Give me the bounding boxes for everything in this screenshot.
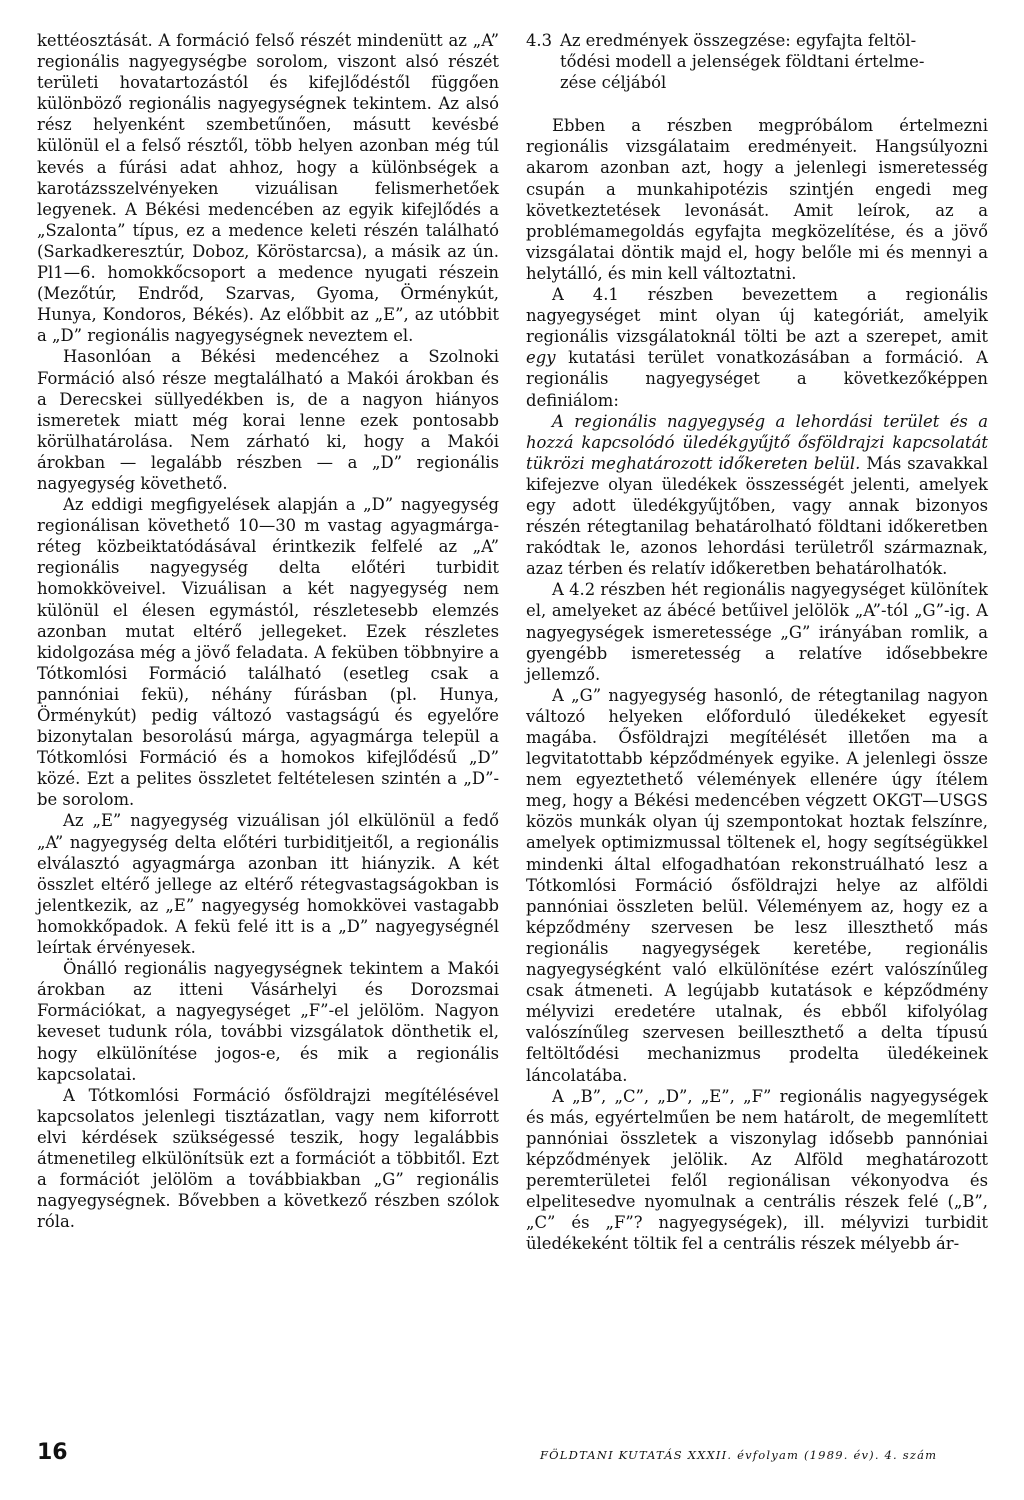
section-title-line-1: Az eredmények összegzése: egyfajta feltöl- — [560, 31, 917, 50]
left-paragraph-6: A Tótkomlósi Formáció ősföldrajzi megítélésével kapcsolatos jelenlegi tisztázatlan, vagy nem kiforrott elvi kérdések szükségessé teszik, hogy legalábbis átmenetileg elkülönítsük ezt a formációt a többitől. Ezt a formációt jelölöm a továbbiakban „G” regionális nagyegységnek. Bővebben a következő részben szólok róla. — [37, 1085, 499, 1232]
definition-italic: A regionális nagyegység a lehordási terület és a hozzá kapcsolódó üledékgyűjtő ősföldrajzi kapcsolatát tükrözi meghatározott időkereten belül. — [526, 411, 988, 473]
right-paragraph-1: Ebben a részben megpróbálom értelmezni regionális vizsgálataim eredményeit. Hangsúlyozni akarom azonban azt, hogy a jelenlegi ismeretesség csupán a munkahipotézis szintjén engedi meg következtetések levonását. Amit leírok, az a problémamegoldás egyfajta megközelítése, és a jövő vizsgálatai döntik majd el, hogy belőle mi és mennyi a helytálló, és min kell változtatni. — [526, 116, 988, 283]
right-paragraph-2-end: kutatási terület vonatkozásában a formáció. A regionális nagyegységet a következőképpen definiálom: — [526, 348, 988, 410]
left-paragraph-5: Önálló regionális nagyegységnek tekintem a Makói árokban az itteni Vásárhelyi és Dorozsmai Formációkat, a nagyegységet „F”-el jelölöm. Nagyon keveset tudunk róla, további vizsgálatok dönthetik el, hogy elkülönítése jogos-e, és mik a regionális kapcsolatai. — [37, 959, 499, 1084]
section-heading — [526, 30, 988, 93]
right-paragraph-6: A „B”, „C”, „D”, „E”, „F” regionális nagyegységek és más, egyértelműen be nem határolt, de megemlített pannóniai összletek a viszonylag idősebb pannóniai képződmények jelölik. Az Alföld meghatározott peremterületei felől regionálisan vékonyodva és elpelitesedve nyomulnak a centrális részek felé („B”, „C” és „F”? nagyegységek), ill. mélyvizi turbidit üledékeként töltik fel a centrális részek mélyebb ár- — [526, 1086, 988, 1254]
right-paragraph-2-italic: egy — [526, 348, 556, 368]
section-title-line-3: zése céljából — [560, 73, 667, 93]
section-number: 4.3 — [526, 31, 553, 50]
left-paragraph-3: Az eddigi megfigyelések alapján a „D” nagyegység regionálisan követhető 10—30 m vastag agyagmárga-réteg közbeiktatódásával érintkezik felfelé az „A” regionális nagyegység delta előtéri turbidit homokköveivel. Vizuálisan a két nagyegység nem különül el élesen egymástól, részletesebb elemzés azonban mutat eltérő jellegeket. Ezek részletes kidolgozása még a jövő feladata. A feküben többnyire a Tótkomlósi Formáció található (esetleg csak a pannóniai fekü), néhány fúrásban (pl. Hunya, Örménykút) pedig változó vastagságú és egyelőre bizonytalan besorolású márga, agyagmárga települ a Tótkomlósi Formáció és a homokos kifejlődésű „D” közé. Ezt a pelites összletet feltételesen szintén a „D”-be sorolom. — [37, 495, 499, 810]
left-paragraph-4: Az „E” nagyegység vizuálisan jól elkülönül a fedő „A” nagyegység delta előtéri turbiditjeitől, a regionális elválasztó agyagmárga azonban itt hiányzik. A két összlet eltérő jellege az eltérő rétegvastagságokban is jelentkezik, az „E” nagyegység homokkövei vastagabb homokkőpadok. A fekü felé itt is a „D” nagyegységnél leírtak érvényesek. — [37, 811, 499, 958]
right-paragraph-5: A „G” nagyegység hasonló, de rétegtanilag nagyon változó helyeken előforduló üledékeket egyesít magába. Ősföldrajzi megítélését illetően ma a legvitatottabb képződmények egyike. A jelenlegi össze nem egyeztethető vélemények ellenére úgy ítélem meg, hogy a Békési medencében végzett OKGT—USGS közös munkák olyan új szempontokat hoztak felszínre, amelyek optimizmussal töltenek el, hogy segítségükkel mindenki által elfogadhatóan rekonstruálható lesz a Tótkomlósi Formáció ősföldrajzi helye az alföldi pannóniai összleten belül. Véleményem az, hogy ez a képződmény szervesen be lesz illeszthető más regionális nagyegységek keretébe, regionális nagyegységként való elkülönítése ezért valószínűleg csak átmeneti. A legújabb kutatások e képződmény mélyvizi eredetére utalnak, és ebből kifolyólag valószínűleg szervesen beilleszthető a delta típusú feltöltődési mechanizmus prodelta üledékeinek láncolatába. — [526, 685, 988, 1085]
right-paragraph-3 — [526, 411, 988, 580]
left-column — [37, 30, 499, 1232]
left-paragraph-1: kettéosztását. A formáció felső részét mindenütt az „A” regionális nagyegységbe sorolom, viszont alsó részét területi hovatartozástól és kifejlődéstől függően különböző regionális nagyegységnek tekintem. Az alsó rész helyenként szembetűnően, másutt kevésbé különül el a felső résztől, több helyen azonban még túl kevés a fúrási adat ahhoz, hogy a különbségek a karotázsszelvényeken vizuálisan felismerhetőek legyenek. A Békési medencében az egyik kifejlődés a „Szalonta” típus, ez a medence keleti részén található (Sarkadkeresztúr, Doboz, Köröstarcsa), a másik az ún. Pl1—6. homokkőcsoport a medence nyugati részein (Mezőtúr, Endrőd, Szarvas, Gyoma, Örménykút, Hunya, Kondoros, Békés). Az előbbit az „E”, az utóbbit a „D” regionális nagyegységnek neveztem el. — [37, 31, 499, 346]
section-heading-line-1 — [526, 30, 988, 51]
section-title-line-2: tődési modell a jelenségek földtani értelme- — [560, 52, 925, 72]
right-paragraph-2 — [526, 284, 988, 411]
right-paragraph-4: A 4.2 részben hét regionális nagyegységet különítek el, amelyeket az ábécé betűivel jelölök „A”-tól „G”-ig. A nagyegységek ismeretessége „G” irányában romlik, a gyengébb ismeretesség a relatíve idősebbekre jellemző. — [526, 580, 988, 684]
page-number: 16 — [37, 1440, 68, 1465]
right-paragraph-2-start: A 4.1 részben bevezettem a regionális nagyegységet mint olyan új kategóriát, amelyik regionális vizsgálatoknál tölti be azt a szerepet, amit — [526, 285, 988, 347]
heading-gap — [526, 93, 988, 115]
right-column — [526, 30, 988, 1254]
journal-footer: FÖLDTANI KUTATÁS XXXII. évfolyam (1989. év). 4. szám — [540, 1448, 938, 1462]
right-paragraph-3-end: Más szavakkal kifejezve olyan üledékek összességét jelenti, amelyek egy adott üledékgyűjtőben, vagy annak bizonyos részén rétegtanilag behatárolható földtani időkeretben rakódtak le, azonos lehordási területről származnak, azaz térben és relatív időkeretben behatárolhatók. — [526, 453, 988, 579]
left-paragraph-2: Hasonlóan a Békési medencéhez a Szolnoki Formáció alsó része megtalálható a Makói árokban és a Derecskei süllyedékben is, de a nagyon hiányos ismeretek miatt még korai lenne ezek pontosabb körülhatárolása. Nem zárható ki, hogy a Makói árokban — legalább részben — a „D” regionális nagyegység követhető. — [37, 347, 499, 493]
